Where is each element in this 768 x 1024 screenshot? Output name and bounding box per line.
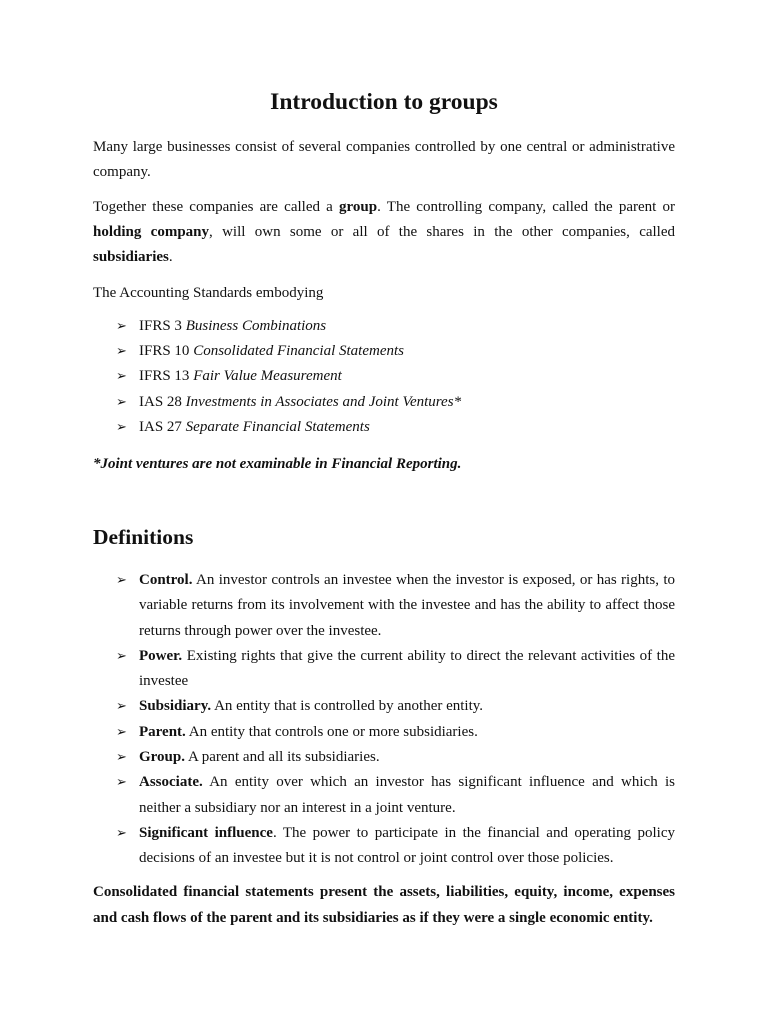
definition-term: Power. [139,647,183,664]
definition-text: An entity that is controlled by another entity. [214,698,484,715]
definition-text: A parent and all its subsidiaries. [187,749,380,766]
standard-code: IFRS 10 [139,343,190,360]
definition-item [116,644,675,695]
standards-intro: The Accounting Standards embodying [93,285,324,301]
exam-note: *Joint ventures are not examinable in Financial Reporting. [93,456,462,472]
arrow-right-icon: ➢ [116,319,127,334]
definition-item [116,694,675,719]
arrow-right-icon: ➢ [116,394,127,410]
definition-item [116,745,675,770]
arrow-right-icon: ➢ [116,648,127,664]
arrow-right-icon: ➢ [116,573,127,588]
definition-term: Subsidiary. [139,698,212,715]
standard-name: Investments in Associates and Joint Ventures [185,393,454,410]
standard-code: IAS 28 [139,393,182,410]
definition-term: Associate. [139,774,203,791]
definitions-heading: Definitions [93,525,194,549]
standard-name: Separate Financial Statements [185,418,370,435]
arrow-right-icon: ➢ [116,825,127,841]
consolidation-summary: Consolidated financial statements present the assets, liabilities, equity, income, expenses and cash flows of the parent and its subsidiaries as if they were a single economic entity. [93,884,675,926]
definition-text: An entity that controls one or more subsidiaries. [188,723,478,740]
standard-code: IFRS 3 [139,318,182,334]
definition-text: . The power to participate in the financial and operating policy decisions of an investee but it is not control or joint control over those policies. [139,824,675,867]
definition-item [116,770,675,821]
definition-item [116,821,675,872]
definition-term: Significant influence [139,824,273,841]
arrow-right-icon: ➢ [116,724,127,740]
arrow-right-icon: ➢ [116,750,127,766]
definition-term: Group. [139,749,185,766]
arrow-right-icon: ➢ [116,419,127,435]
arrow-right-icon: ➢ [116,699,127,715]
standard-name: Business Combinations [185,318,327,334]
standard-name: Fair Value Measurement [193,368,342,385]
definition-text: Existing rights that give the current ability to direct the relevant activities of the investee [139,647,675,690]
term-holding-company: holding company [93,224,210,240]
intro-paragraph-2 [93,195,675,270]
arrow-right-icon: ➢ [116,344,127,360]
term-group: group [339,199,378,215]
standard-code: IFRS 13 [139,368,190,385]
definition-term: Control. [139,572,193,588]
standard-suffix: * [453,393,462,410]
intro-text: Together these companies are called a [93,199,340,215]
definition-item [116,568,675,644]
list-item [116,364,676,389]
arrow-right-icon: ➢ [116,775,127,791]
standard-code: IAS 27 [139,418,182,435]
term-subsidiaries: subsidiaries [93,249,169,265]
intro-text: . The controlling company, called the parent or [377,199,675,215]
list-item [116,415,676,440]
definition-term: Parent. [139,723,186,740]
definitions-list [116,568,675,872]
standards-list [116,314,676,440]
intro-text: . [168,249,173,265]
definition-item [116,720,675,745]
definition-text: An investor controls an investee when the investor is exposed, or has rights, to variable returns from its involvement with the investee and has the ability to affect those returns through power over the investee. [139,572,675,639]
list-item [116,339,676,364]
standard-name: Consolidated Financial Statements [193,343,405,360]
list-item [116,390,676,415]
list-item [116,314,676,339]
intro-paragraph-1: Many large businesses consist of several companies controlled by one central or administrative company. [93,139,675,180]
page-title: Introduction to groups [270,89,498,115]
definition-text: An entity over which an investor has significant influence and which is neither a subsidiary nor an interest in a joint venture. [139,774,675,816]
intro-text: , will own some or all of the shares in the other companies, called [209,224,675,240]
arrow-right-icon: ➢ [116,369,127,385]
